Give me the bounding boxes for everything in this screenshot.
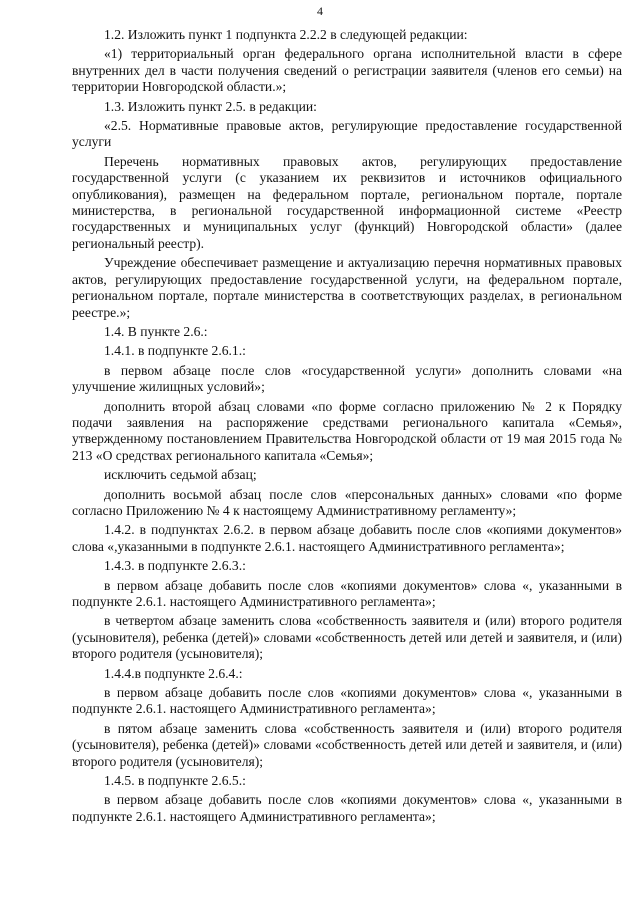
page-number: 4 [317, 4, 323, 18]
paragraph-1-2-heading: 1.2. Изложить пункт 1 подпункта 2.2.2 в следующей редакции: [104, 27, 468, 42]
paragraph-1-2-text: «1) территориальный орган федерального органа исполнительной власти в сфере внутренних дел в части получения сведений о регистрации заявителя (членов его семьи) на территории Новгородской области.»; [72, 46, 622, 95]
paragraph-1-4-3-heading: 1.4.3. в подпункте 2.6.3.: [104, 558, 246, 574]
paragraph-1-4-5-first: в первом абзаце добавить после слов «копиями документов» слова «, указанными в подпункте 2.6.1. настоящего Административного регламента»; [72, 792, 622, 824]
paragraph-1-3-heading: 1.3. Изложить пункт 2.5. в редакции: [104, 98, 317, 114]
paragraph-1-4-1-heading: 1.4.1. в подпункте 2.6.1.: [104, 343, 246, 359]
paragraph-2-5-list: Перечень нормативных правовых актов, регулирующих предоставление государственной услуги (с указанием их реквизитов и источников официального опубликования), размещен на федеральном портале, региональном портале, портале министерства, в региональной государственной информационной системе «Реестр государственных и муниципальных услуг (функций) Новгородской области» (далее региональный реестр). [72, 153, 622, 251]
paragraph-1-4-1-second: дополнить второй абзац словами «по форме согласно приложению № 2 к Порядку подачи заявления на распоряжение средствами регионального капитала «Семья», утвержденному постановлением Правительства Новгородской области от 19 мая 2015 года № 213 «О средствах регионального капитала «Семья»; [72, 398, 622, 463]
paragraph-1-4-4-first: в первом абзаце добавить после слов «копиями документов» слова «, указанными в подпункте 2.6.1. настоящего Административного регламента»; [72, 685, 622, 717]
paragraph-1-4-heading: 1.4. В пункте 2.6.: [104, 323, 208, 339]
paragraph-1-4-5-heading: 1.4.5. в подпункте 2.6.5.: [104, 773, 246, 789]
paragraph-1-4-3-first: в первом абзаце добавить после слов «копиями документов» слова «, указанными в подпункте 2.6.1. настоящего Административного регламента»; [72, 577, 622, 609]
paragraph-1-4-1-seventh: исключить седьмой абзац; [104, 467, 257, 483]
paragraph-1-4-4-fifth: в пятом абзаце заменить слова «собственность заявителя и (или) второго родителя (усыновителя), ребенка (детей)» словами «собственность детей или детей и заявителя, и (или) второго родителя (усыновителя); [72, 720, 622, 769]
paragraph-1-4-1-first: в первом абзаце после слов «государственной услуги» дополнить словами «на улучшение жилищных условий»; [72, 362, 622, 395]
paragraph-1-4-3-fourth: в четвертом абзаце заменить слова «собственность заявителя и (или) второго родителя (усыновителя), ребенка (детей)» словами «собственность детей или детей и заявителя, и (или) второго родителя (усыновителя); [72, 613, 622, 662]
paragraph-2-5-title: «2.5. Нормативные правовые актов, регулирующие предоставление государственной услуги [72, 118, 622, 150]
paragraph-1-4-1-eighth: дополнить восьмой абзац после слов «персональных данных» словами «по форме согласно Приложению № 4 к настоящему Административному регламенту»; [72, 486, 622, 518]
document-body [72, 27, 622, 828]
paragraph-1-4-4-heading: 1.4.4.в подпункте 2.6.4.: [104, 665, 243, 681]
paragraph-2-5-placement: Учреждение обеспечивает размещение и актуализацию перечня нормативных правовых актов, регулирующих предоставление государственной услуги, на федеральном портале, региональном портале, портале министерства в соответствующих разделах, в региональном реестре.»; [72, 255, 622, 320]
paragraph-1-4-2: 1.4.2. в подпунктах 2.6.2. в первом абзаце добавить после слов «копиями документов» слова «,указанными в подпункте 2.6.1. настоящего Административного регламента»; [72, 522, 622, 554]
